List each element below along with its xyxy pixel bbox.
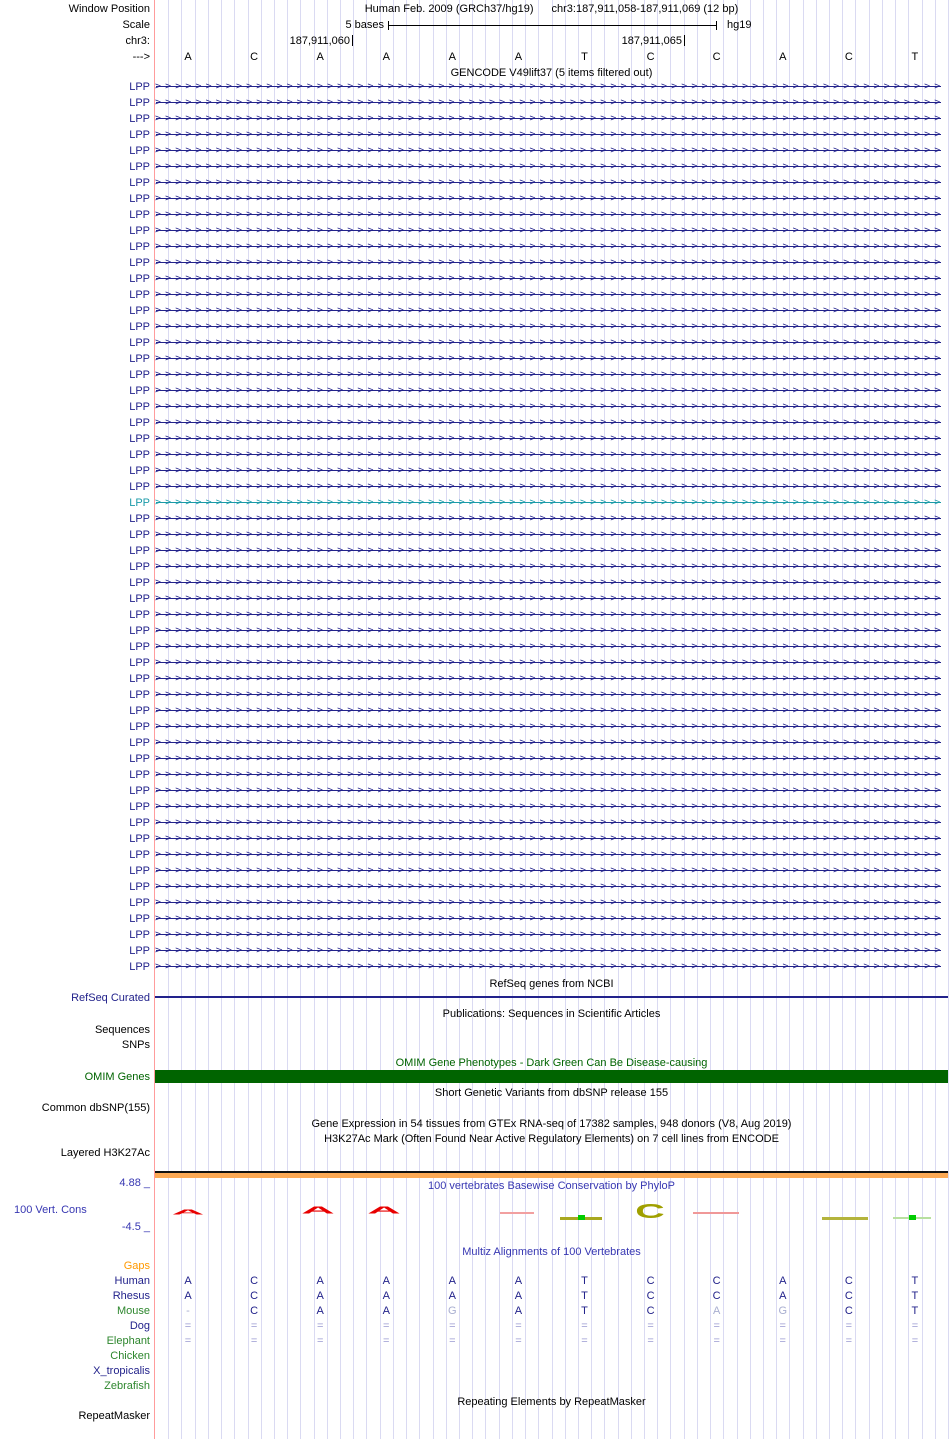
alignment-base[interactable]: G bbox=[778, 1304, 788, 1317]
base-letter: A bbox=[448, 51, 456, 63]
gene-label-lpp[interactable]: LPP bbox=[129, 401, 150, 413]
gene-transcript-row[interactable] bbox=[155, 463, 945, 479]
gene-label-lpp[interactable]: LPP bbox=[129, 561, 150, 573]
transcript-direction-arrows: >>>>>>>>>>>>>>>>>>>>>>>>>>>>>>>>>>>>>>>>>>>>>>>>>>>>>>>>>>>>>>>>>>>>>>>>>>>>>> bbox=[155, 241, 945, 252]
gene-label-lpp[interactable]: LPP bbox=[129, 769, 150, 781]
gene-transcript-row[interactable] bbox=[155, 895, 945, 911]
gene-label-lpp[interactable]: LPP bbox=[129, 897, 150, 909]
gene-label-lpp[interactable]: LPP bbox=[129, 577, 150, 589]
gene-transcript-row[interactable] bbox=[155, 159, 945, 175]
transcript-direction-arrows: >>>>>>>>>>>>>>>>>>>>>>>>>>>>>>>>>>>>>>>>>>>>>>>>>>>>>>>>>>>>>>>>>>>>>>>>>>>>>> bbox=[155, 385, 945, 396]
repeatmasker-label[interactable]: RepeatMasker bbox=[78, 1410, 150, 1422]
gene-transcript-row[interactable] bbox=[155, 959, 945, 975]
gene-label-lpp[interactable]: LPP bbox=[129, 97, 150, 109]
gene-label-lpp[interactable]: LPP bbox=[129, 913, 150, 925]
gene-transcript-row[interactable] bbox=[155, 399, 945, 415]
base-letter: T bbox=[911, 51, 919, 63]
alignment-base[interactable]: = bbox=[911, 1319, 919, 1332]
gene-label-lpp[interactable]: LPP bbox=[129, 529, 150, 541]
gene-transcript-row[interactable] bbox=[155, 431, 945, 447]
gene-transcript-row[interactable] bbox=[155, 207, 945, 223]
gene-label-lpp[interactable]: LPP bbox=[129, 145, 150, 157]
gene-transcript-row[interactable] bbox=[155, 655, 945, 671]
omim-title: OMIM Gene Phenotypes - Dark Green Can Be Disease-causing bbox=[395, 1057, 708, 1069]
gene-transcript-row[interactable] bbox=[155, 383, 945, 399]
alignment-base[interactable]: C bbox=[646, 1304, 655, 1317]
phylop-glyph-A[interactable]: A bbox=[301, 1205, 335, 1217]
alignment-base[interactable]: = bbox=[250, 1334, 258, 1347]
gene-label-lpp[interactable]: LPP bbox=[129, 289, 150, 301]
gene-transcript-row[interactable] bbox=[155, 591, 945, 607]
gene-transcript-row[interactable] bbox=[155, 847, 945, 863]
gene-label-lpp[interactable]: LPP bbox=[129, 417, 150, 429]
transcript-direction-arrows: >>>>>>>>>>>>>>>>>>>>>>>>>>>>>>>>>>>>>>>>>>>>>>>>>>>>>>>>>>>>>>>>>>>>>>>>>>>>>> bbox=[155, 593, 945, 604]
phylop-dash[interactable] bbox=[822, 1217, 868, 1220]
scale-label: Scale bbox=[122, 19, 150, 31]
scale-value: 5 bases bbox=[345, 19, 384, 31]
alignment-base[interactable]: = bbox=[449, 1334, 456, 1347]
base-letter: A bbox=[316, 51, 324, 63]
gene-transcript-row[interactable] bbox=[155, 527, 945, 543]
coord-left-tick bbox=[352, 35, 353, 46]
sequences-label[interactable]: Sequences bbox=[94, 1024, 150, 1036]
gene-transcript-row[interactable] bbox=[155, 911, 945, 927]
species-label-gaps[interactable]: Gaps bbox=[123, 1259, 150, 1272]
gene-label-lpp[interactable]: LPP bbox=[129, 513, 150, 525]
transcript-direction-arrows: >>>>>>>>>>>>>>>>>>>>>>>>>>>>>>>>>>>>>>>>>>>>>>>>>>>>>>>>>>>>>>>>>>>>>>>>>>>>>> bbox=[155, 289, 945, 300]
gene-transcript-row[interactable] bbox=[155, 703, 945, 719]
gene-label-lpp[interactable]: LPP bbox=[129, 641, 150, 653]
gene-transcript-row[interactable] bbox=[155, 79, 945, 95]
conservation-max-label: 4.88 _ bbox=[119, 1177, 150, 1189]
transcript-direction-arrows: >>>>>>>>>>>>>>>>>>>>>>>>>>>>>>>>>>>>>>>>>>>>>>>>>>>>>>>>>>>>>>>>>>>>>>>>>>>>>> bbox=[155, 609, 945, 620]
gene-transcript-row[interactable] bbox=[155, 735, 945, 751]
alignment-base[interactable]: = bbox=[581, 1319, 588, 1332]
transcript-direction-arrows: >>>>>>>>>>>>>>>>>>>>>>>>>>>>>>>>>>>>>>>>>>>>>>>>>>>>>>>>>>>>>>>>>>>>>>>>>>>>>> bbox=[155, 273, 945, 284]
alignment-base[interactable]: = bbox=[845, 1319, 853, 1332]
gene-label-lpp[interactable]: LPP bbox=[129, 961, 150, 973]
transcript-direction-arrows: >>>>>>>>>>>>>>>>>>>>>>>>>>>>>>>>>>>>>>>>>>>>>>>>>>>>>>>>>>>>>>>>>>>>>>>>>>>>>> bbox=[155, 913, 945, 924]
gtex-title: Gene Expression in 54 tissues from GTEx RNA-seq of 17382 samples, 948 donors (V8, Aug 2019) bbox=[311, 1118, 792, 1130]
transcript-direction-arrows: >>>>>>>>>>>>>>>>>>>>>>>>>>>>>>>>>>>>>>>>>>>>>>>>>>>>>>>>>>>>>>>>>>>>>>>>>>>>>> bbox=[155, 417, 945, 428]
gene-transcript-row[interactable] bbox=[155, 239, 945, 255]
assembly-text: Human Feb. 2009 (GRCh37/hg19) bbox=[364, 3, 534, 15]
alignment-base[interactable]: = bbox=[184, 1334, 192, 1347]
gene-label-lpp[interactable]: LPP bbox=[129, 161, 150, 173]
phylop-dot bbox=[909, 1215, 916, 1220]
alignment-base[interactable]: A bbox=[514, 1289, 523, 1302]
gene-label-lpp[interactable]: LPP bbox=[129, 673, 150, 685]
transcript-direction-arrows: >>>>>>>>>>>>>>>>>>>>>>>>>>>>>>>>>>>>>>>>>>>>>>>>>>>>>>>>>>>>>>>>>>>>>>>>>>>>>> bbox=[155, 753, 945, 764]
alignment-base[interactable]: A bbox=[514, 1274, 523, 1287]
coord-right: 187,911,065 bbox=[621, 35, 682, 47]
species-label-zebrafish[interactable]: Zebrafish bbox=[104, 1379, 150, 1392]
gene-label-lpp[interactable]: LPP bbox=[129, 785, 150, 797]
alignment-base[interactable]: A bbox=[184, 1274, 192, 1287]
transcript-direction-arrows: >>>>>>>>>>>>>>>>>>>>>>>>>>>>>>>>>>>>>>>>>>>>>>>>>>>>>>>>>>>>>>>>>>>>>>>>>>>>>> bbox=[155, 401, 945, 412]
transcript-direction-arrows: >>>>>>>>>>>>>>>>>>>>>>>>>>>>>>>>>>>>>>>>>>>>>>>>>>>>>>>>>>>>>>>>>>>>>>>>>>>>>> bbox=[155, 449, 945, 460]
gene-transcript-row[interactable] bbox=[155, 607, 945, 623]
alignment-base[interactable]: = bbox=[383, 1319, 390, 1332]
transcript-direction-arrows: >>>>>>>>>>>>>>>>>>>>>>>>>>>>>>>>>>>>>>>>>>>>>>>>>>>>>>>>>>>>>>>>>>>>>>>>>>>>>> bbox=[155, 961, 945, 972]
window-position-value bbox=[155, 1, 948, 17]
gene-transcript-row[interactable] bbox=[155, 799, 945, 815]
transcript-direction-arrows: >>>>>>>>>>>>>>>>>>>>>>>>>>>>>>>>>>>>>>>>>>>>>>>>>>>>>>>>>>>>>>>>>>>>>>>>>>>>>> bbox=[155, 433, 945, 444]
gene-label-lpp[interactable]: LPP bbox=[129, 81, 150, 93]
transcript-direction-arrows: >>>>>>>>>>>>>>>>>>>>>>>>>>>>>>>>>>>>>>>>>>>>>>>>>>>>>>>>>>>>>>>>>>>>>>>>>>>>>> bbox=[155, 769, 945, 780]
transcript-direction-arrows: >>>>>>>>>>>>>>>>>>>>>>>>>>>>>>>>>>>>>>>>>>>>>>>>>>>>>>>>>>>>>>>>>>>>>>>>>>>>>> bbox=[155, 97, 945, 108]
transcript-direction-arrows: >>>>>>>>>>>>>>>>>>>>>>>>>>>>>>>>>>>>>>>>>>>>>>>>>>>>>>>>>>>>>>>>>>>>>>>>>>>>>> bbox=[155, 129, 945, 140]
species-label-rhesus[interactable]: Rhesus bbox=[112, 1289, 150, 1302]
transcript-direction-arrows: >>>>>>>>>>>>>>>>>>>>>>>>>>>>>>>>>>>>>>>>>>>>>>>>>>>>>>>>>>>>>>>>>>>>>>>>>>>>>> bbox=[155, 721, 945, 732]
gene-label-lpp[interactable]: LPP bbox=[129, 209, 150, 221]
gene-transcript-row[interactable] bbox=[155, 687, 945, 703]
gene-label-lpp[interactable]: LPP bbox=[129, 113, 150, 125]
transcript-direction-arrows: >>>>>>>>>>>>>>>>>>>>>>>>>>>>>>>>>>>>>>>>>>>>>>>>>>>>>>>>>>>>>>>>>>>>>>>>>>>>>> bbox=[155, 641, 945, 652]
transcript-direction-arrows: >>>>>>>>>>>>>>>>>>>>>>>>>>>>>>>>>>>>>>>>>>>>>>>>>>>>>>>>>>>>>>>>>>>>>>>>>>>>>> bbox=[155, 337, 945, 348]
transcript-direction-arrows: >>>>>>>>>>>>>>>>>>>>>>>>>>>>>>>>>>>>>>>>>>>>>>>>>>>>>>>>>>>>>>>>>>>>>>>>>>>>>> bbox=[155, 673, 945, 684]
alignment-base[interactable]: = bbox=[449, 1319, 456, 1332]
transcript-direction-arrows: >>>>>>>>>>>>>>>>>>>>>>>>>>>>>>>>>>>>>>>>>>>>>>>>>>>>>>>>>>>>>>>>>>>>>>>>>>>>>> bbox=[155, 513, 945, 524]
gene-label-lpp[interactable]: LPP bbox=[129, 321, 150, 333]
gene-transcript-row[interactable] bbox=[155, 223, 945, 239]
transcript-direction-arrows: >>>>>>>>>>>>>>>>>>>>>>>>>>>>>>>>>>>>>>>>>>>>>>>>>>>>>>>>>>>>>>>>>>>>>>>>>>>>>> bbox=[155, 529, 945, 540]
gene-transcript-row[interactable] bbox=[155, 191, 945, 207]
transcript-direction-arrows: >>>>>>>>>>>>>>>>>>>>>>>>>>>>>>>>>>>>>>>>>>>>>>>>>>>>>>>>>>>>>>>>>>>>>>>>>>>>>> bbox=[155, 209, 945, 220]
alignment-base[interactable]: = bbox=[647, 1334, 654, 1347]
alignment-base[interactable]: = bbox=[581, 1334, 588, 1347]
alignment-base[interactable]: A bbox=[382, 1274, 390, 1287]
base-letter: T bbox=[581, 51, 588, 63]
gene-transcript-row[interactable] bbox=[155, 767, 945, 783]
gene-label-lpp[interactable]: LPP bbox=[129, 177, 150, 189]
scale-ruler-left-tick bbox=[388, 21, 389, 30]
alignment-base[interactable]: T bbox=[911, 1274, 919, 1287]
scale-ruler-line bbox=[388, 25, 716, 26]
alignment-base[interactable]: - bbox=[186, 1304, 190, 1317]
transcript-direction-arrows: >>>>>>>>>>>>>>>>>>>>>>>>>>>>>>>>>>>>>>>>>>>>>>>>>>>>>>>>>>>>>>>>>>>>>>>>>>>>>> bbox=[155, 801, 945, 812]
window-position-label: Window Position bbox=[68, 3, 150, 15]
gene-transcript-row[interactable] bbox=[155, 863, 945, 879]
chrom-label: chr3: bbox=[125, 35, 150, 47]
gene-transcript-row[interactable] bbox=[155, 575, 945, 591]
gene-label-lpp[interactable]: LPP bbox=[129, 945, 150, 957]
gencode-title: GENCODE V49lift37 (5 items filtered out) bbox=[450, 67, 653, 79]
phylop-dash[interactable] bbox=[693, 1212, 739, 1214]
base-letter: A bbox=[779, 51, 787, 63]
base-letter: C bbox=[844, 51, 853, 63]
gene-label-lpp[interactable]: LPP bbox=[129, 737, 150, 749]
transcript-direction-arrows: >>>>>>>>>>>>>>>>>>>>>>>>>>>>>>>>>>>>>>>>>>>>>>>>>>>>>>>>>>>>>>>>>>>>>>>>>>>>>> bbox=[155, 945, 945, 956]
transcript-direction-arrows: >>>>>>>>>>>>>>>>>>>>>>>>>>>>>>>>>>>>>>>>>>>>>>>>>>>>>>>>>>>>>>>>>>>>>>>>>>>>>> bbox=[155, 897, 945, 908]
alignment-base[interactable]: C bbox=[250, 1274, 259, 1287]
gene-transcript-row[interactable] bbox=[155, 111, 945, 127]
gene-transcript-row[interactable] bbox=[155, 943, 945, 959]
transcript-direction-arrows: >>>>>>>>>>>>>>>>>>>>>>>>>>>>>>>>>>>>>>>>>>>>>>>>>>>>>>>>>>>>>>>>>>>>>>>>>>>>>> bbox=[155, 465, 945, 476]
gene-transcript-row[interactable] bbox=[155, 927, 945, 943]
phylop-dot bbox=[578, 1215, 585, 1220]
alignment-base[interactable]: = bbox=[779, 1319, 786, 1332]
gene-label-lpp[interactable]: LPP bbox=[129, 449, 150, 461]
alignment-base[interactable]: = bbox=[515, 1334, 522, 1347]
gene-label-lpp[interactable]: LPP bbox=[129, 609, 150, 621]
alignment-base[interactable]: C bbox=[844, 1274, 853, 1287]
omim-gene-item[interactable] bbox=[155, 1070, 948, 1083]
alignment-base[interactable]: A bbox=[779, 1289, 787, 1302]
gridline bbox=[948, 0, 949, 1439]
alignment-base[interactable]: = bbox=[184, 1319, 192, 1332]
gene-transcript-row[interactable] bbox=[155, 719, 945, 735]
gene-label-lpp[interactable]: LPP bbox=[129, 129, 150, 141]
gene-transcript-row[interactable] bbox=[155, 351, 945, 367]
transcript-direction-arrows: >>>>>>>>>>>>>>>>>>>>>>>>>>>>>>>>>>>>>>>>>>>>>>>>>>>>>>>>>>>>>>>>>>>>>>>>>>>>>> bbox=[155, 833, 945, 844]
alignment-base[interactable]: A bbox=[382, 1304, 390, 1317]
species-label-chicken[interactable]: Chicken bbox=[110, 1349, 150, 1362]
alignment-base[interactable]: A bbox=[712, 1304, 721, 1317]
phylop-glyph-C[interactable]: C bbox=[635, 1200, 665, 1224]
gene-transcript-row[interactable] bbox=[155, 127, 945, 143]
alignment-base[interactable]: T bbox=[581, 1304, 588, 1317]
alignment-base[interactable]: = bbox=[515, 1319, 522, 1332]
transcript-direction-arrows: >>>>>>>>>>>>>>>>>>>>>>>>>>>>>>>>>>>>>>>>>>>>>>>>>>>>>>>>>>>>>>>>>>>>>>>>>>>>>> bbox=[155, 657, 945, 668]
alignment-base[interactable]: C bbox=[712, 1274, 721, 1287]
gene-label-lpp[interactable]: LPP bbox=[129, 929, 150, 941]
snps-label[interactable]: SNPs bbox=[121, 1039, 150, 1051]
phylop-glyph-A[interactable]: A bbox=[171, 1207, 205, 1217]
transcript-direction-arrows: >>>>>>>>>>>>>>>>>>>>>>>>>>>>>>>>>>>>>>>>>>>>>>>>>>>>>>>>>>>>>>>>>>>>>>>>>>>>>> bbox=[155, 625, 945, 636]
multiz-title: Multiz Alignments of 100 Vertebrates bbox=[462, 1246, 641, 1258]
alignment-base[interactable]: = bbox=[713, 1334, 720, 1347]
transcript-direction-arrows: >>>>>>>>>>>>>>>>>>>>>>>>>>>>>>>>>>>>>>>>>>>>>>>>>>>>>>>>>>>>>>>>>>>>>>>>>>>>>> bbox=[155, 737, 945, 748]
transcript-direction-arrows: >>>>>>>>>>>>>>>>>>>>>>>>>>>>>>>>>>>>>>>>>>>>>>>>>>>>>>>>>>>>>>>>>>>>>>>>>>>>>> bbox=[155, 865, 945, 876]
transcript-direction-arrows: >>>>>>>>>>>>>>>>>>>>>>>>>>>>>>>>>>>>>>>>>>>>>>>>>>>>>>>>>>>>>>>>>>>>>>>>>>>>>> bbox=[155, 481, 945, 492]
gene-label-lpp[interactable]: LPP bbox=[129, 273, 150, 285]
transcript-direction-arrows: >>>>>>>>>>>>>>>>>>>>>>>>>>>>>>>>>>>>>>>>>>>>>>>>>>>>>>>>>>>>>>>>>>>>>>>>>>>>>> bbox=[155, 81, 945, 92]
scale-ruler-right-tick bbox=[716, 21, 717, 30]
gene-label-lpp[interactable]: LPP bbox=[129, 625, 150, 637]
gene-transcript-row[interactable] bbox=[155, 143, 945, 159]
gene-label-lpp[interactable]: LPP bbox=[129, 337, 150, 349]
gene-label-lpp[interactable]: LPP bbox=[129, 241, 150, 253]
species-label-human[interactable]: Human bbox=[114, 1274, 150, 1287]
base-letter: A bbox=[514, 51, 523, 63]
gene-label-lpp[interactable]: LPP bbox=[129, 721, 150, 733]
alignment-base[interactable]: C bbox=[646, 1289, 655, 1302]
gene-label-lpp[interactable]: LPP bbox=[129, 801, 150, 813]
alignment-base[interactable]: = bbox=[647, 1319, 654, 1332]
alignment-base[interactable]: A bbox=[382, 1289, 390, 1302]
gene-transcript-row[interactable] bbox=[155, 751, 945, 767]
gene-label-lpp[interactable]: LPP bbox=[129, 433, 150, 445]
gene-transcript-row[interactable] bbox=[155, 303, 945, 319]
omim-genes-label[interactable]: OMIM Genes bbox=[84, 1071, 150, 1083]
vert-cons-label[interactable]: 100 Vert. Cons bbox=[14, 1204, 87, 1216]
base-letter: C bbox=[250, 51, 259, 63]
transcript-direction-arrows: >>>>>>>>>>>>>>>>>>>>>>>>>>>>>>>>>>>>>>>>>>>>>>>>>>>>>>>>>>>>>>>>>>>>>>>>>>>>>> bbox=[155, 321, 945, 332]
gene-transcript-row[interactable] bbox=[155, 511, 945, 527]
alignment-base[interactable]: C bbox=[250, 1289, 259, 1302]
alignment-base[interactable]: = bbox=[316, 1319, 324, 1332]
gene-label-lpp[interactable]: LPP bbox=[129, 689, 150, 701]
gene-label-lpp[interactable]: LPP bbox=[129, 369, 150, 381]
conservation-title: 100 vertebrates Basewise Conservation by PhyloP bbox=[427, 1180, 676, 1192]
transcript-direction-arrows: >>>>>>>>>>>>>>>>>>>>>>>>>>>>>>>>>>>>>>>>>>>>>>>>>>>>>>>>>>>>>>>>>>>>>>>>>>>>>> bbox=[155, 577, 945, 588]
gene-label-lpp[interactable]: LPP bbox=[129, 193, 150, 205]
range-text: chr3:187,911,058-187,911,069 (12 bp) bbox=[551, 3, 739, 15]
species-label-x_tropicalis[interactable]: X_tropicalis bbox=[93, 1364, 150, 1377]
gene-transcript-row[interactable] bbox=[155, 783, 945, 799]
transcript-direction-arrows: >>>>>>>>>>>>>>>>>>>>>>>>>>>>>>>>>>>>>>>>>>>>>>>>>>>>>>>>>>>>>>>>>>>>>>>>>>>>>> bbox=[155, 817, 945, 828]
gene-transcript-row[interactable] bbox=[155, 559, 945, 575]
dbsnp-title: Short Genetic Variants from dbSNP release 155 bbox=[434, 1087, 669, 1099]
alignment-base[interactable]: T bbox=[911, 1289, 919, 1302]
alignment-base[interactable]: C bbox=[844, 1289, 853, 1302]
alignment-base[interactable]: G bbox=[448, 1304, 457, 1317]
alignment-base[interactable]: = bbox=[845, 1334, 853, 1347]
gene-transcript-row[interactable] bbox=[155, 879, 945, 895]
alignment-base[interactable]: A bbox=[448, 1274, 456, 1287]
alignment-base[interactable]: A bbox=[184, 1289, 192, 1302]
base-letter: A bbox=[382, 51, 390, 63]
transcript-direction-arrows: >>>>>>>>>>>>>>>>>>>>>>>>>>>>>>>>>>>>>>>>>>>>>>>>>>>>>>>>>>>>>>>>>>>>>>>>>>>>>> bbox=[155, 705, 945, 716]
transcript-direction-arrows: >>>>>>>>>>>>>>>>>>>>>>>>>>>>>>>>>>>>>>>>>>>>>>>>>>>>>>>>>>>>>>>>>>>>>>>>>>>>>> bbox=[155, 257, 945, 268]
phylop-dash[interactable] bbox=[500, 1212, 534, 1214]
gene-label-lpp[interactable]: LPP bbox=[129, 753, 150, 765]
gene-transcript-row[interactable] bbox=[155, 367, 945, 383]
gene-transcript-row[interactable] bbox=[155, 671, 945, 687]
publications-title: Publications: Sequences in Scientific Articles bbox=[442, 1008, 661, 1020]
gene-transcript-row[interactable] bbox=[155, 479, 945, 495]
alignment-base[interactable]: = bbox=[383, 1334, 390, 1347]
scale-assembly: hg19 bbox=[727, 19, 752, 31]
refseq-curated-item[interactable] bbox=[155, 996, 948, 998]
gene-transcript-row[interactable] bbox=[155, 175, 945, 191]
refseq-title: RefSeq genes from NCBI bbox=[489, 978, 614, 990]
alignment-base[interactable]: C bbox=[712, 1289, 721, 1302]
gene-transcript-row[interactable] bbox=[155, 287, 945, 303]
transcript-direction-arrows: >>>>>>>>>>>>>>>>>>>>>>>>>>>>>>>>>>>>>>>>>>>>>>>>>>>>>>>>>>>>>>>>>>>>>>>>>>>>>> bbox=[155, 561, 945, 572]
phylop-glyph-A[interactable]: A bbox=[367, 1205, 401, 1217]
gene-label-lpp[interactable]: LPP bbox=[129, 657, 150, 669]
alignment-base[interactable]: T bbox=[581, 1274, 588, 1287]
alignment-base[interactable]: = bbox=[713, 1319, 720, 1332]
conservation-min-label: -4.5 _ bbox=[121, 1221, 150, 1233]
transcript-direction-arrows: >>>>>>>>>>>>>>>>>>>>>>>>>>>>>>>>>>>>>>>>>>>>>>>>>>>>>>>>>>>>>>>>>>>>>>>>>>>>>> bbox=[155, 305, 945, 316]
alignment-base[interactable]: = bbox=[779, 1334, 786, 1347]
transcript-direction-arrows: >>>>>>>>>>>>>>>>>>>>>>>>>>>>>>>>>>>>>>>>>>>>>>>>>>>>>>>>>>>>>>>>>>>>>>>>>>>>>> bbox=[155, 497, 945, 508]
gene-transcript-row[interactable] bbox=[155, 831, 945, 847]
gene-label-lpp[interactable]: LPP bbox=[129, 465, 150, 477]
alignment-base[interactable]: A bbox=[316, 1304, 324, 1317]
gene-label-lpp[interactable]: LPP bbox=[129, 817, 150, 829]
alignment-base[interactable]: A bbox=[316, 1289, 324, 1302]
alignment-base[interactable]: A bbox=[316, 1274, 324, 1287]
layered-h3k27ac-label[interactable]: Layered H3K27Ac bbox=[60, 1147, 150, 1159]
transcript-direction-arrows: >>>>>>>>>>>>>>>>>>>>>>>>>>>>>>>>>>>>>>>>>>>>>>>>>>>>>>>>>>>>>>>>>>>>>>>>>>>>>> bbox=[155, 177, 945, 188]
gene-transcript-row[interactable] bbox=[155, 271, 945, 287]
species-label-elephant[interactable]: Elephant bbox=[106, 1334, 150, 1347]
gene-label-lpp[interactable]: LPP bbox=[129, 849, 150, 861]
species-label-dog[interactable]: Dog bbox=[129, 1319, 150, 1332]
transcript-direction-arrows: >>>>>>>>>>>>>>>>>>>>>>>>>>>>>>>>>>>>>>>>>>>>>>>>>>>>>>>>>>>>>>>>>>>>>>>>>>>>>> bbox=[155, 689, 945, 700]
transcript-direction-arrows: >>>>>>>>>>>>>>>>>>>>>>>>>>>>>>>>>>>>>>>>>>>>>>>>>>>>>>>>>>>>>>>>>>>>>>>>>>>>>> bbox=[155, 113, 945, 124]
gene-label-lpp[interactable]: LPP bbox=[129, 705, 150, 717]
transcript-direction-arrows: >>>>>>>>>>>>>>>>>>>>>>>>>>>>>>>>>>>>>>>>>>>>>>>>>>>>>>>>>>>>>>>>>>>>>>>>>>>>>> bbox=[155, 849, 945, 860]
alignment-base[interactable]: C bbox=[844, 1304, 853, 1317]
alignment-base[interactable]: = bbox=[250, 1319, 258, 1332]
base-letter: A bbox=[184, 51, 192, 63]
alignment-base[interactable]: T bbox=[581, 1289, 588, 1302]
gene-label-lpp[interactable]: LPP bbox=[129, 865, 150, 877]
transcript-direction-arrows: >>>>>>>>>>>>>>>>>>>>>>>>>>>>>>>>>>>>>>>>>>>>>>>>>>>>>>>>>>>>>>>>>>>>>>>>>>>>>> bbox=[155, 881, 945, 892]
gene-transcript-row[interactable] bbox=[155, 95, 945, 111]
gene-transcript-row[interactable] bbox=[155, 495, 945, 511]
base-letter: C bbox=[646, 51, 655, 63]
transcript-direction-arrows: >>>>>>>>>>>>>>>>>>>>>>>>>>>>>>>>>>>>>>>>>>>>>>>>>>>>>>>>>>>>>>>>>>>>>>>>>>>>>> bbox=[155, 161, 945, 172]
transcript-direction-arrows: >>>>>>>>>>>>>>>>>>>>>>>>>>>>>>>>>>>>>>>>>>>>>>>>>>>>>>>>>>>>>>>>>>>>>>>>>>>>>> bbox=[155, 145, 945, 156]
transcript-direction-arrows: >>>>>>>>>>>>>>>>>>>>>>>>>>>>>>>>>>>>>>>>>>>>>>>>>>>>>>>>>>>>>>>>>>>>>>>>>>>>>> bbox=[155, 545, 945, 556]
coord-right-tick bbox=[684, 35, 685, 46]
base-letter: C bbox=[712, 51, 721, 63]
h3k27ac-title: H3K27Ac Mark (Often Found Near Active Regulatory Elements) on 7 cell lines from ENCODE bbox=[324, 1133, 779, 1145]
gene-transcript-row[interactable] bbox=[155, 639, 945, 655]
gene-label-lpp[interactable]: LPP bbox=[129, 497, 150, 509]
repeatmasker-title: Repeating Elements by RepeatMasker bbox=[457, 1396, 646, 1408]
gene-transcript-row[interactable] bbox=[155, 623, 945, 639]
alignment-base[interactable]: A bbox=[779, 1274, 787, 1287]
transcript-direction-arrows: >>>>>>>>>>>>>>>>>>>>>>>>>>>>>>>>>>>>>>>>>>>>>>>>>>>>>>>>>>>>>>>>>>>>>>>>>>>>>> bbox=[155, 929, 945, 940]
transcript-direction-arrows: >>>>>>>>>>>>>>>>>>>>>>>>>>>>>>>>>>>>>>>>>>>>>>>>>>>>>>>>>>>>>>>>>>>>>>>>>>>>>> bbox=[155, 353, 945, 364]
gene-label-lpp[interactable]: LPP bbox=[129, 833, 150, 845]
gene-transcript-row[interactable] bbox=[155, 335, 945, 351]
gene-label-lpp[interactable]: LPP bbox=[129, 481, 150, 493]
refseq-curated-label[interactable]: RefSeq Curated bbox=[71, 992, 150, 1004]
gene-transcript-row[interactable] bbox=[155, 447, 945, 463]
gene-transcript-row[interactable] bbox=[155, 319, 945, 335]
gene-label-lpp[interactable]: LPP bbox=[129, 257, 150, 269]
transcript-direction-arrows: >>>>>>>>>>>>>>>>>>>>>>>>>>>>>>>>>>>>>>>>>>>>>>>>>>>>>>>>>>>>>>>>>>>>>>>>>>>>>> bbox=[155, 193, 945, 204]
alignment-base[interactable]: C bbox=[250, 1304, 259, 1317]
transcript-direction-arrows: >>>>>>>>>>>>>>>>>>>>>>>>>>>>>>>>>>>>>>>>>>>>>>>>>>>>>>>>>>>>>>>>>>>>>>>>>>>>>> bbox=[155, 369, 945, 380]
transcript-direction-arrows: >>>>>>>>>>>>>>>>>>>>>>>>>>>>>>>>>>>>>>>>>>>>>>>>>>>>>>>>>>>>>>>>>>>>>>>>>>>>>> bbox=[155, 225, 945, 236]
gene-label-lpp[interactable]: LPP bbox=[129, 881, 150, 893]
gene-transcript-row[interactable] bbox=[155, 543, 945, 559]
gene-transcript-row[interactable] bbox=[155, 255, 945, 271]
alignment-base[interactable]: C bbox=[646, 1274, 655, 1287]
common-dbsnp-label[interactable]: Common dbSNP(155) bbox=[41, 1102, 150, 1114]
gene-label-lpp[interactable]: LPP bbox=[129, 385, 150, 397]
alignment-base[interactable]: = bbox=[316, 1334, 324, 1347]
gene-label-lpp[interactable]: LPP bbox=[129, 225, 150, 237]
transcript-direction-arrows: >>>>>>>>>>>>>>>>>>>>>>>>>>>>>>>>>>>>>>>>>>>>>>>>>>>>>>>>>>>>>>>>>>>>>>>>>>>>>> bbox=[155, 785, 945, 796]
gene-label-lpp[interactable]: LPP bbox=[129, 593, 150, 605]
gene-label-lpp[interactable]: LPP bbox=[129, 545, 150, 557]
gene-transcript-row[interactable] bbox=[155, 815, 945, 831]
gene-label-lpp[interactable]: LPP bbox=[129, 305, 150, 317]
alignment-base[interactable]: T bbox=[911, 1304, 919, 1317]
gene-label-lpp[interactable]: LPP bbox=[129, 353, 150, 365]
species-label-mouse[interactable]: Mouse bbox=[116, 1304, 150, 1317]
strand-label: ---> bbox=[132, 51, 150, 63]
coord-left: 187,911,060 bbox=[289, 35, 350, 47]
alignment-base[interactable]: A bbox=[514, 1304, 523, 1317]
gene-transcript-row[interactable] bbox=[155, 415, 945, 431]
alignment-base[interactable]: A bbox=[448, 1289, 456, 1302]
alignment-base[interactable]: = bbox=[911, 1334, 919, 1347]
